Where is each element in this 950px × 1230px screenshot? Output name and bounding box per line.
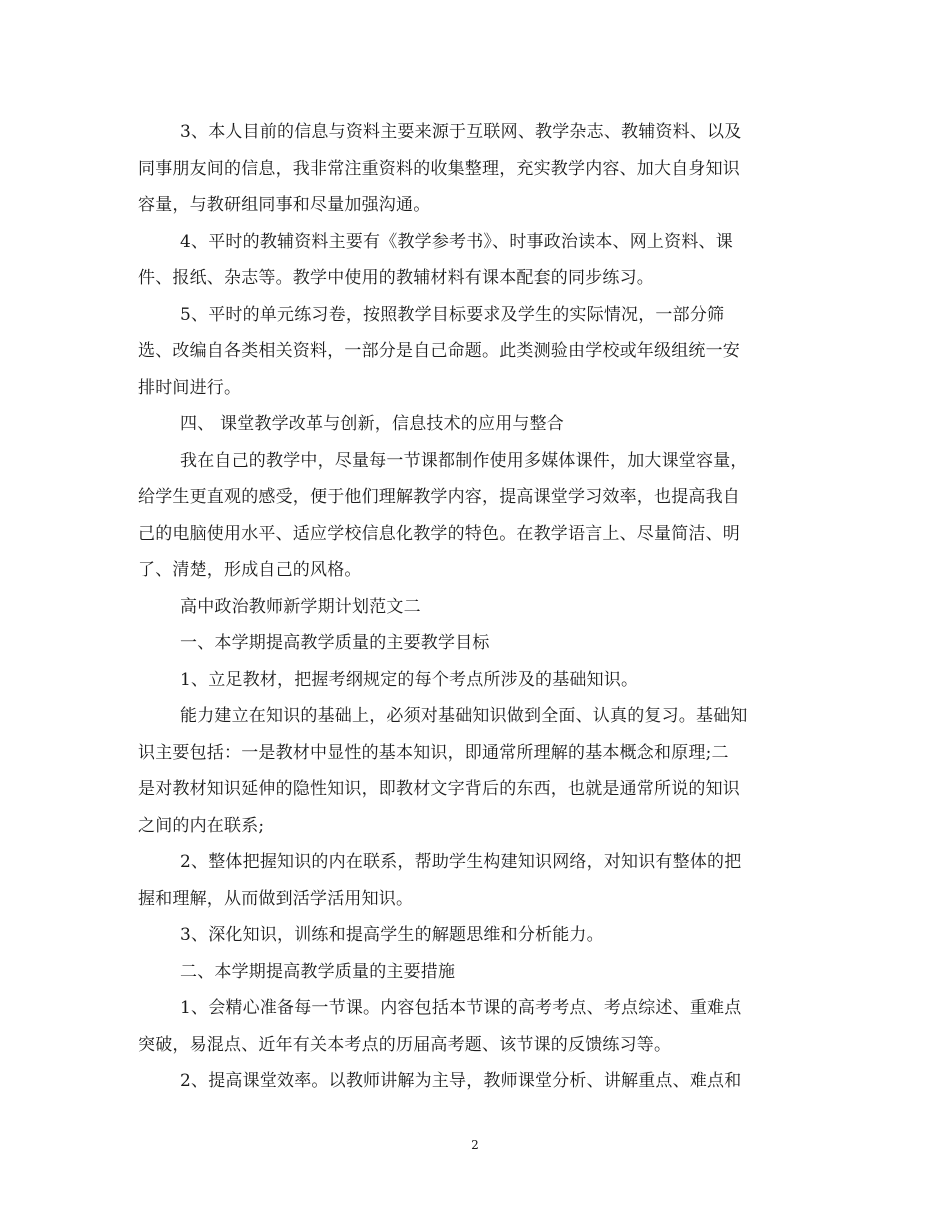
page-number: 2 bbox=[471, 1138, 479, 1152]
text-line: 高中政治教师新学期计划范文二 bbox=[180, 596, 421, 617]
text-line: 能力建立在知识的基础上，必须对基础知识做到全面、认真的复习。基础知 bbox=[180, 706, 748, 726]
text-line: 识主要包括：一是教材中显性的基本知识，即通常所理解的基本概念和原理;二 bbox=[138, 742, 729, 763]
text-line: 件、报纸、杂志等。教学中使用的教辅材料有课本配套的同步练习。 bbox=[138, 268, 654, 288]
text-line: 四、 课堂教学改革与创新，信息技术的应用与整合 bbox=[180, 414, 565, 434]
text-line: 3、本人目前的信息与资料主要来源于互联网、教学杂志、教辅资料、以及 bbox=[180, 122, 742, 142]
text-line: 3、深化知识，训练和提高学生的解题思维和分析能力。 bbox=[180, 925, 604, 945]
text-line: 是对教材知识延伸的隐性知识，即教材文字背后的东西，也就是通常所说的知识 bbox=[138, 779, 740, 799]
text-line: 我在自己的教学中，尽量每一节课都制作使用多媒体课件，加大课堂容量， bbox=[180, 450, 748, 471]
text-line: 4、平时的教辅资料主要有《教学参考书》、时事政治读本、网上资料、课 bbox=[180, 231, 733, 252]
text-line: 之间的内在联系; bbox=[138, 815, 265, 836]
document-body bbox=[138, 114, 808, 1100]
text-line: 排时间进行。 bbox=[138, 377, 242, 398]
text-line: 突破，易混点、近年有关本考点的历届高考题、该节课的反馈练习等。 bbox=[138, 1034, 672, 1055]
text-line: 给学生更直观的感受，便于他们理解教学内容，提高课堂学习效率，也提高我自 bbox=[138, 487, 740, 507]
text-line: 1、立足教材，把握考纲规定的每个考点所涉及的基础知识。 bbox=[180, 669, 639, 690]
text-line: 己的电脑使用水平、适应学校信息化教学的特色。在教学语言上、尽量简洁、明 bbox=[138, 523, 740, 544]
text-line: 同事朋友间的信息，我非常注重资料的收集整理，充实教学内容、加大自身知识 bbox=[138, 158, 740, 179]
text-line: 2、整体把握知识的内在联系，帮助学生构建知识网络，对知识有整体的把 bbox=[180, 852, 742, 872]
text-line: 了、清楚，形成自己的风格。 bbox=[138, 560, 362, 580]
text-line: 二、本学期提高教学质量的主要措施 bbox=[180, 961, 456, 982]
text-line: 容量，与教研组同事和尽量加强沟通。 bbox=[138, 195, 431, 215]
text-line: 选、改编自各类相关资料，一部分是自己命题。此类测验由学校或年级组统一安 bbox=[138, 341, 740, 361]
text-line: 一、本学期提高教学质量的主要教学目标 bbox=[180, 633, 490, 653]
text-line: 1、会精心准备每一节课。内容包括本节课的高考考点、考点综述、重难点 bbox=[180, 998, 742, 1018]
text-line: 握和理解，从而做到活学活用知识。 bbox=[138, 888, 414, 909]
text-line: 5、平时的单元练习卷，按照教学目标要求及学生的实际情况，一部分筛 bbox=[180, 304, 725, 325]
text-line: 2、提高课堂效率。以教师讲解为主导，教师课堂分析、讲解重点、难点和 bbox=[180, 1071, 742, 1091]
